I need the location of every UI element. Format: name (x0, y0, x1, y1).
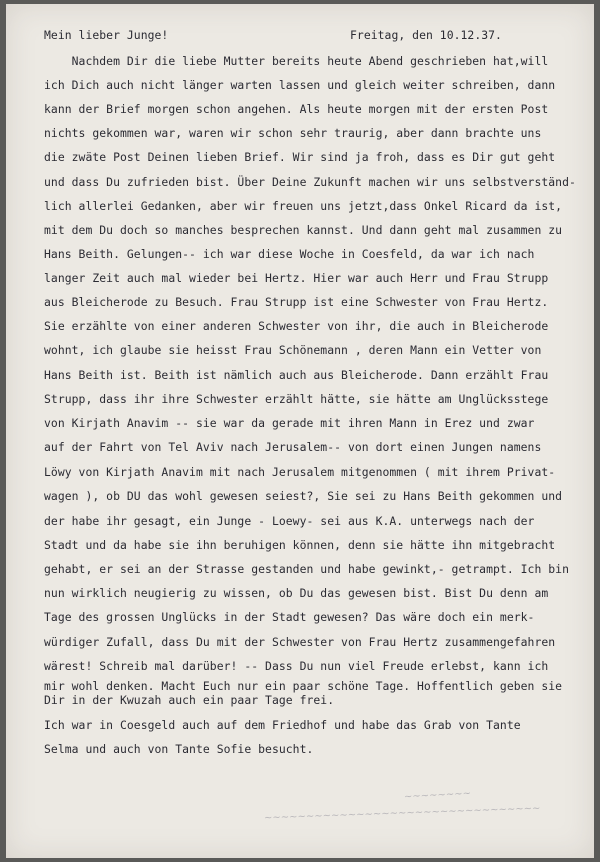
handwritten-scribble-mark: ~~~~~~~~ (403, 788, 472, 803)
body-line: Dir in der Kwuzah auch ein paar Tage frei. (44, 693, 335, 707)
body-line: Löwy von Kirjath Anavim mit nach Jerusalem mitgenommen ( mit ihrem Privat- (44, 465, 556, 479)
body-line: lich allerlei Gedanken, aber wir freuen uns jetzt,dass Onkel Ricard da ist, (44, 199, 563, 213)
body-line: Hans Beith. Gelungen-- ich war diese Woche in Coesfeld, da war ich nach (44, 247, 535, 261)
body-line: mir wohl denken. Macht Euch nur ein paar schöne Tage. Hoffentlich geben sie (44, 679, 563, 693)
body-line: mit dem Du doch so manches besprechen kannst. Und dann geht mal zusammen zu (44, 223, 563, 237)
body-line: auf der Fahrt von Tel Aviv nach Jerusalem-- von dort einen Jungen namens (44, 440, 542, 454)
body-line: ich Dich auch nicht länger warten lassen und gleich weiter schreiben, dann (44, 78, 556, 92)
body-line: nichts gekommen war, waren wir schon sehr traurig, aber dann brachte uns (44, 126, 542, 140)
body-line: der habe ihr gesagt, ein Junge - Loewy- sei aus K.A. unterwegs nach der (44, 514, 535, 528)
body-line: von Kirjath Anavim -- sie war da gerade mit ihren Mann in Erez und zwar (44, 416, 535, 430)
handwritten-scribble-mark: ~~~~~~~~~~~~~~~~~~~~~~~~~~~~~~~~~ (263, 803, 541, 824)
body-line: aus Bleicherode zu Besuch. Frau Strupp ist eine Schwester von Frau Hertz. (44, 295, 549, 309)
body-line: nun wirklich neugierig zu wissen, ob Du das gewesen bist. Bist Du denn am (44, 586, 549, 600)
body-line: Sie erzählte von einer anderen Schwester von ihr, die auch in Bleicherode (44, 319, 549, 333)
body-line: Ich war in Coesgeld auch auf dem Friedhof und habe das Grab von Tante (44, 718, 521, 732)
body-line: Strupp, dass ihr ihre Schwester erzählt hätte, sie hätte am Unglücksstege (44, 392, 549, 406)
body-line: wagen ), ob DU das wohl gewesen seiest?, Sie sei zu Hans Beith gekommen und (44, 489, 563, 503)
body-line: würdiger Zufall, dass Du mit der Schwester von Frau Hertz zusammengefahren (44, 635, 556, 649)
body-line: langer Zeit auch mal wieder bei Hertz. Hier war auch Herr und Frau Strupp (44, 271, 549, 285)
body-line: die zwäte Post Deinen lieben Brief. Wir sind ja froh, dass es Dir gut geht (44, 150, 556, 164)
body-line: und dass Du zufrieden bist. Über Deine Zukunft machen wir uns selbstverständ- (44, 175, 576, 189)
body-line: wohnt, ich glaube sie heisst Frau Schönemann , deren Mann ein Vetter von (44, 343, 542, 357)
body-line: kann der Brief morgen schon angehen. Als heute morgen mit der ersten Post (44, 102, 549, 116)
body-line: Hans Beith ist. Beith ist nämlich auch aus Bleicherode. Dann erzählt Frau (44, 368, 549, 382)
body-line: Nachdem Dir die liebe Mutter bereits heute Abend geschrieben hat,will (44, 54, 549, 68)
body-line: Stadt und da habe sie ihn beruhigen können, denn sie hätte ihn mitgebracht (44, 538, 556, 552)
body-line: Tage des grossen Unglücks in der Stadt gewesen? Das wäre doch ein merk- (44, 610, 535, 624)
letter-page (6, 4, 594, 858)
body-line: gehabt, er sei an der Strasse gestanden und habe gewinkt,- getrampt. Ich bin (44, 562, 569, 576)
letter-date: Freitag, den 10.12.37. (350, 28, 502, 42)
body-line: wärest! Schreib mal darüber! -- Dass Du nun viel Freude erlebst, kann ich (44, 659, 549, 673)
body-line: Selma und auch von Tante Sofie besucht. (44, 742, 314, 756)
salutation: Mein lieber Junge! (44, 28, 169, 42)
